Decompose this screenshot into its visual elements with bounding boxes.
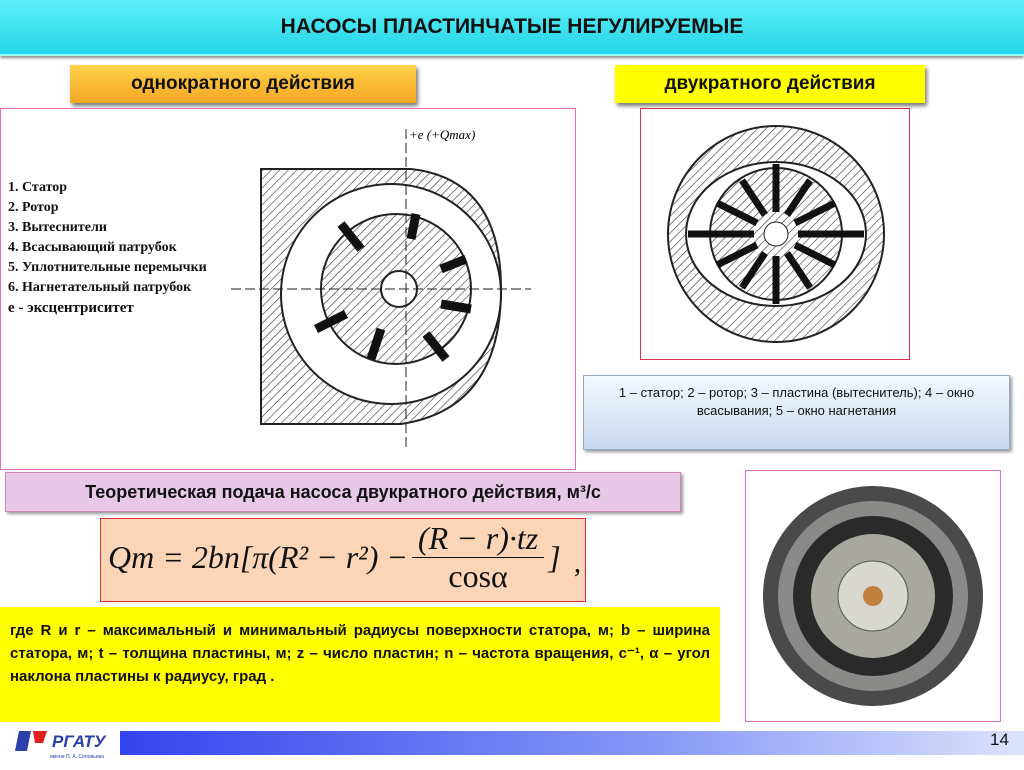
formula-lhs: Qт = 2bn[π(R² − r²) − xyxy=(108,539,408,575)
diagram-caption: 1 – статор; 2 – ротор; 3 – пластина (вытеснитель); 4 – окно всасывания; 5 – окно нагнетания xyxy=(583,375,1010,450)
formula-denominator: cosα xyxy=(448,558,508,594)
double-action-pump-diagram xyxy=(640,108,910,360)
eccentricity-annotation: +e (+Qmax) xyxy=(409,127,476,142)
footer-bar xyxy=(120,731,1024,755)
legend-item: 4. Всасывающий патрубок xyxy=(8,240,177,255)
double-action-label: двукратного действия xyxy=(615,65,925,103)
legend-item: 6. Нагнетательный патрубок xyxy=(8,280,192,295)
formula-close: ] xyxy=(548,539,561,575)
legend-item: 5. Уплотнительные перемычки xyxy=(8,260,207,275)
slide-title: НАСОСЫ ПЛАСТИНЧАТЫЕ НЕГУЛИРУЕМЫЕ xyxy=(0,0,1024,56)
page-number: 14 xyxy=(990,730,1009,749)
single-action-label: однократного действия xyxy=(70,65,416,103)
legend-item: 3. Вытеснители xyxy=(8,220,107,235)
formula-heading: Теоретическая подача насоса двукратного действия, м³/с xyxy=(5,472,681,512)
pump-photo xyxy=(745,470,1001,722)
formula-comma: , xyxy=(574,548,581,579)
legend-item: e - эксцентриситет xyxy=(8,300,134,316)
formula-numerator: (R − r)·tz xyxy=(412,520,544,558)
flow-formula xyxy=(108,520,561,595)
legend-item: 2. Ротор xyxy=(8,200,59,215)
svg-text:имени П. А. Соловьева: имени П. А. Соловьева xyxy=(50,754,104,760)
legend xyxy=(8,178,207,318)
variable-description: где R и r – максимальный и минимальный радиусы поверхности статора, м; b – ширина статора, м; t – толщина пластины, м; z – число пластин; n – частота вращения, с⁻¹, α – угол наклона пластины к радиусу, град . xyxy=(0,607,720,722)
formula-fraction xyxy=(412,520,544,595)
svg-text:РГАТУ: РГАТУ xyxy=(52,732,106,751)
legend-item: 1. Статор xyxy=(8,180,68,195)
rgatu-logo xyxy=(5,727,120,765)
